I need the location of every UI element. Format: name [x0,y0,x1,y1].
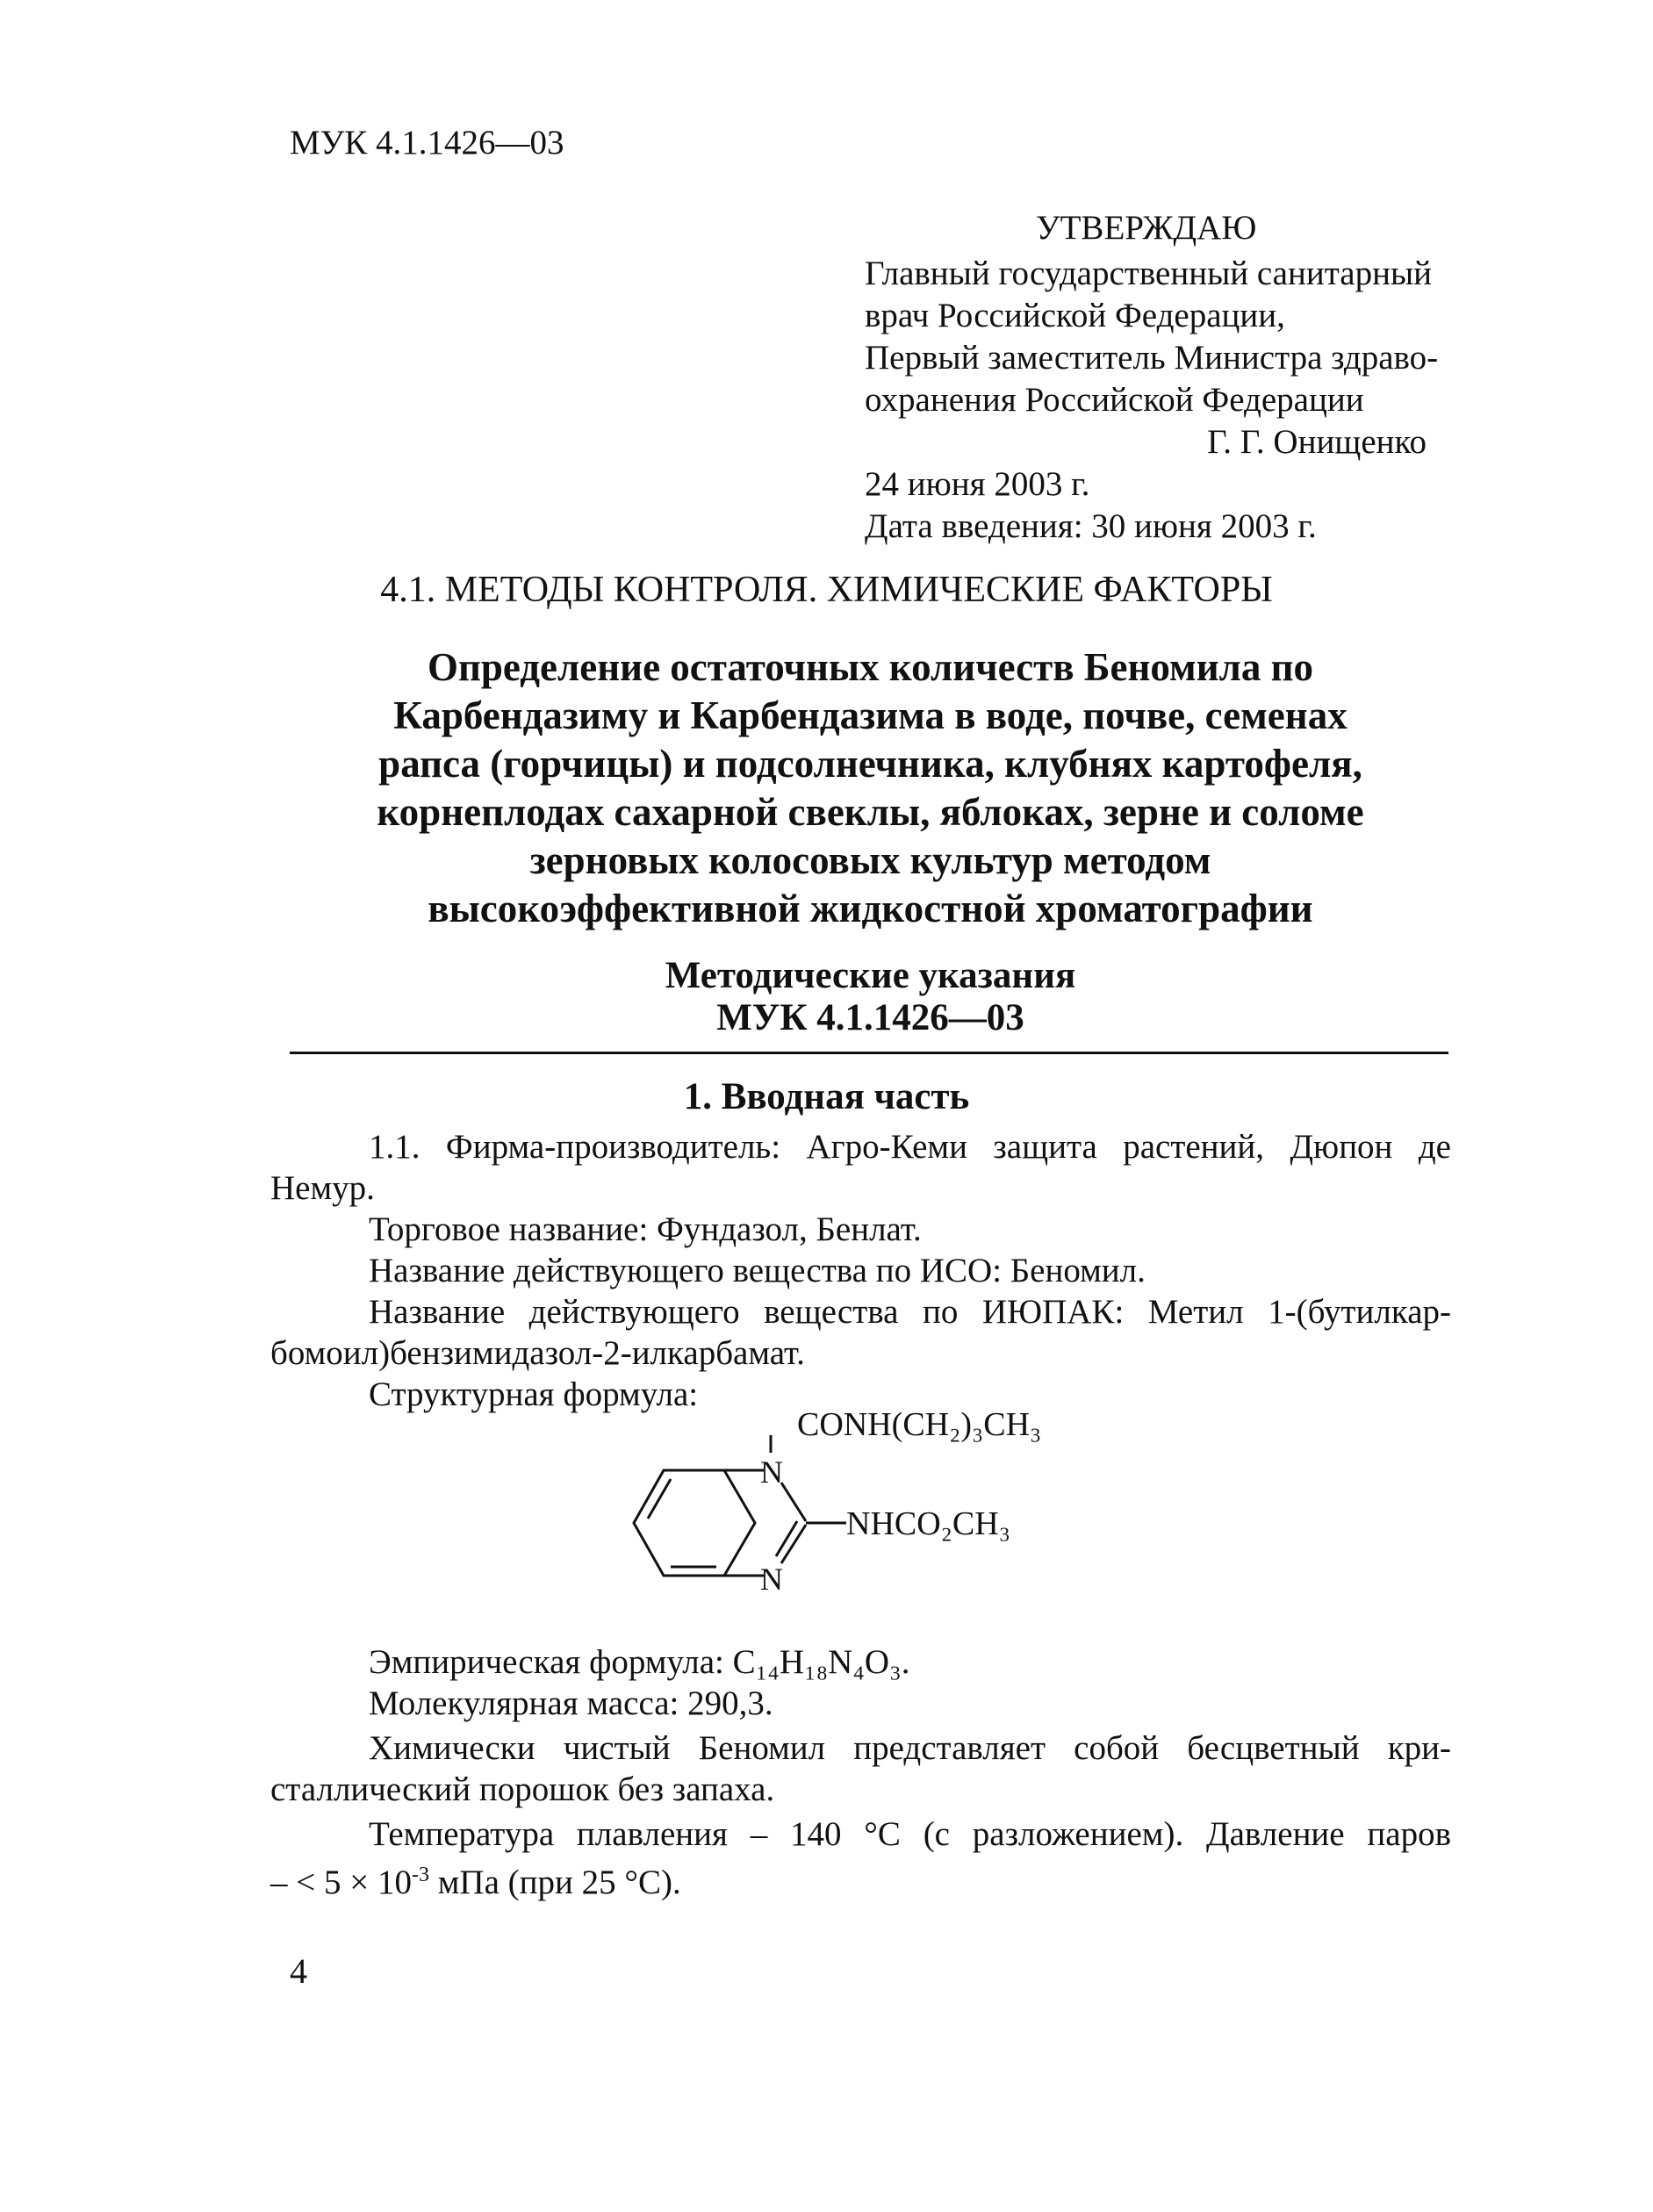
empirical-formula: C₁₄H₁₈N₄O₃. [732,1643,910,1681]
vapor-pressure-prefix: – < 5 × 10 [270,1864,412,1901]
benzene-inner-bond [648,1479,671,1519]
approval-line: охранения Российской Федерации [865,381,1364,419]
manufacturer-line: 1.1. Фирма-производитель: Агро-Кеми защита растений, Дюпон де [369,1128,1451,1166]
approval-block [865,207,1444,548]
description-line: Химически чистый Беномил представляет собой бесцветный кри- [369,1729,1451,1767]
approval-line: Первый заместитель Министра здраво- [865,339,1439,377]
horizontal-rule [290,1052,1448,1054]
ring-bond [781,1525,806,1563]
main-title-line: Определение остаточных количеств Беномила по [427,645,1314,689]
structural-formula-label: Структурная формула: [369,1375,699,1413]
empirical-formula-line [270,1641,1451,1683]
approval-date: 24 июня 2003 г. [865,465,1090,503]
main-title-line: зерновых колосовых культур методом [529,838,1211,882]
nitrogen-bottom-label: N [760,1562,783,1597]
substituent-right: NHCO₂CH₃ [846,1505,1010,1542]
guidelines-block [263,955,1477,1039]
main-title [263,643,1477,933]
structural-formula-drawing [614,1409,1176,1646]
iupac-name-line-cont: бомоил)бензимидазол-2-илкарбамат. [270,1334,805,1372]
vapor-pressure-suffix: мПа (при 25 °С). [429,1864,681,1901]
guidelines-code: МУК 4.1.1426—03 [716,997,1024,1038]
ring-double-bond [776,1521,797,1556]
vapor-pressure-exponent: -3 [412,1864,429,1886]
empirical-formula-label: Эмпирическая формула: [369,1643,733,1681]
intro-text-bottom [270,1641,1451,1903]
approval-effective-date: Дата введения: 30 июня 2003 г. [865,507,1317,545]
approval-line: врач Российской Федерации, [865,297,1285,334]
benzene-ring [634,1470,755,1576]
approval-signer: Г. Г. Онищенко [1207,423,1427,461]
main-title-line: рапса (горчицы) и подсолнечника, клубнях картофеля, [378,742,1362,786]
approval-line: Главный государственный санитарный [865,255,1433,292]
main-title-line: Карбендазиму и Карбендазима в воде, почве, семенах [393,693,1348,737]
molar-mass: Молекулярная масса: 290,3. [369,1684,773,1722]
section-title: 4.1. МЕТОДЫ КОНТРОЛЯ. ХИМИЧЕСКИЕ ФАКТОРЫ [380,570,1273,610]
main-title-line: высокоэффективной жидкостной хроматографии [428,887,1313,930]
main-title-line: корнеплодах сахарной свеклы, яблоках, зерне и соломе [377,790,1364,834]
substituent-top: CONH(CH₂)₃CH₃ [797,1409,1042,1443]
description-line-cont: сталлический порошок без запаха. [270,1770,775,1808]
intro-heading: 1. Вводная часть [683,1076,970,1117]
manufacturer-line-cont: Немур. [270,1169,375,1207]
intro-text-top [270,1126,1451,1415]
nitrogen-top-label: N [760,1454,783,1490]
structural-formula [614,1409,1176,1646]
ring-bond [781,1483,806,1521]
guidelines-label: Методические указания [665,955,1076,996]
trade-name: Торговое название: Фундазол, Бенлат. [369,1210,922,1248]
melting-point-line: Температура плавления – 140 °С (с разложением). Давление паров [369,1815,1451,1853]
iso-name: Название действующего вещества по ИСО: Беномил. [369,1252,1146,1289]
vapor-pressure-line [270,1855,1451,1903]
iupac-name-line: Название действующего вещества по ИЮПАК: Метил 1-(бутилкар- [369,1293,1451,1331]
document-code-header: МУК 4.1.1426—03 [290,124,564,162]
page-number: 4 [290,1951,307,1991]
approval-title: УТВЕРЖДАЮ [1036,209,1257,247]
